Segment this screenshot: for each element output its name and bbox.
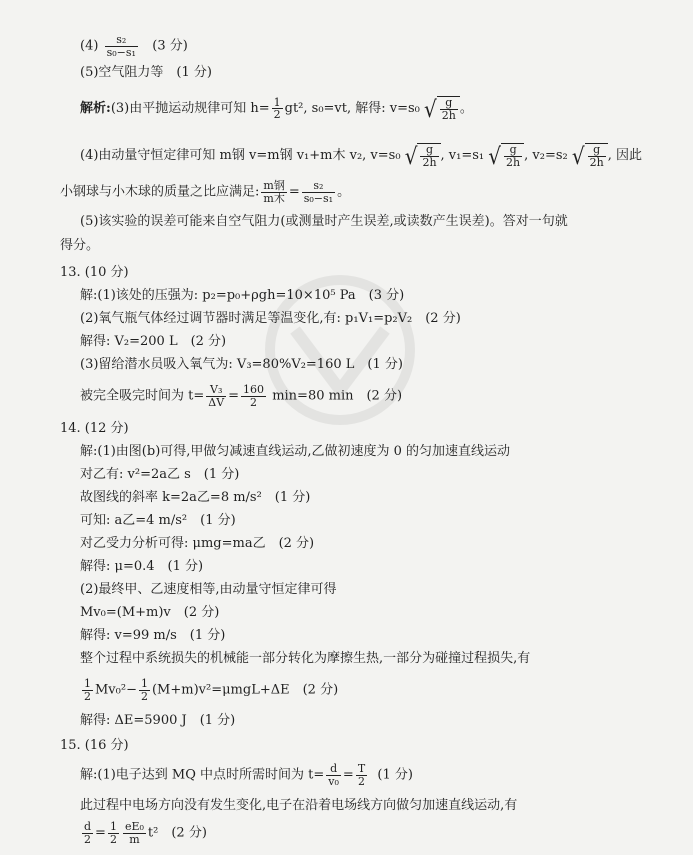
analysis-text: (3)由平抛运动规律可知 h= xyxy=(110,101,270,117)
v1-text: , v₁=s₁ xyxy=(440,148,485,164)
t-over-2: $\frac{T}{2}$ xyxy=(357,762,366,788)
analysis-line-5: 小钢球与小木球的质量之比应满足: $\frac{\text{m钢}}{\text{m木}}$ = $\frac{\text{s₂}}{\text{s₀−s₁}}$ 。 xyxy=(60,179,351,205)
q14-line-8: Mv₀=(M+m)v (2 分) xyxy=(80,605,220,620)
q14-line-4: 可知: a乙=4 m/s² (1 分) xyxy=(80,513,236,528)
energy-text-a: Mv₀²− xyxy=(95,682,137,698)
analysis-text-cont: gt², s₀=vt, 解得: v=s₀ xyxy=(284,101,420,117)
mass-fraction: $\frac{\text{m钢}}{\text{m木}}$ xyxy=(263,179,285,205)
analysis-line-6: (5)该实验的误差可能来自空气阻力(或测量时产生误差,或读数产生误差)。答对一句就 xyxy=(80,214,568,229)
energy-text-b: (M+m)v²=μmgL+ΔE (2 分) xyxy=(151,682,339,698)
v2-text: , v₂=s₂ xyxy=(524,148,568,164)
sqrt-1: √ $\frac{g}{2h}$ xyxy=(405,143,441,168)
q13-line-3: 解得: V₂=200 L (2 分) xyxy=(80,334,227,349)
question-13-header: 13. (10 分) xyxy=(60,265,129,280)
sqrt-g-over-2h: √ $\frac{g}{2h}$ xyxy=(424,96,460,121)
ee0-over-m: $\frac{\text{eE₀}}{m}$ xyxy=(124,820,144,846)
160-over-2: $\frac{160}{2}$ xyxy=(243,383,265,409)
analysis-line-4 xyxy=(80,143,642,168)
q15-line-2: 此过程中电场方向没有发生变化,电子在沿着电场线方向做匀加速直线运动,有 xyxy=(80,798,518,813)
score: (1 分) xyxy=(377,767,413,783)
equals: = xyxy=(95,825,106,841)
q15-time-text: 解:(1)电子达到 MQ 中点时所需时间为 t= xyxy=(80,767,325,783)
q14-line-1: 解:(1)由图(b)可得,甲做匀减速直线运动,乙做初速度为 0 的匀加速直线运动 xyxy=(80,444,511,459)
question-14-header: 14. (12 分) xyxy=(60,421,129,436)
ratio-text: 小钢球与小木球的质量之比应满足: xyxy=(60,184,260,200)
half-fraction-a: $\frac{1}{2}$ xyxy=(84,677,91,703)
half-fraction-c: $\frac{1}{2}$ xyxy=(109,820,117,846)
mass-ratio-fraction: $\frac{\text{s₂}}{\text{s₀−s₁}}$ xyxy=(106,33,136,59)
half-fraction: $\frac{1}{2}$ xyxy=(273,95,281,122)
momentum-text: (4)由动量守恒定律可知 m钢 v=m钢 v₁+m木 v₂, v=s₀ xyxy=(80,148,401,164)
item-label: (4) xyxy=(80,38,99,54)
time-result: min=80 min (2 分) xyxy=(272,388,403,404)
q14-line-3: 故图线的斜率 k=2a乙=8 m/s² (1 分) xyxy=(80,490,311,505)
analysis-label: 解析: xyxy=(80,101,111,117)
therefore-text: , 因此 xyxy=(607,148,642,164)
displacement-text: t² (2 分) xyxy=(147,825,207,841)
d-over-v0: $\frac{d}{\text{v₀}}$ xyxy=(328,762,339,788)
q13-line-4: (3)留给潜水员吸入氧气为: V₃=80%V₂=160 L (1 分) xyxy=(80,357,403,372)
equals: = xyxy=(342,767,354,783)
q14-line-9: 解得: v=99 m/s (1 分) xyxy=(80,628,226,643)
half-fraction-b: $\frac{1}{2}$ xyxy=(140,677,148,703)
analysis-line-3: 解析:(3)由平抛运动规律可知 h= $\frac{1}{2}$ gt², s₀=vt, 解得: v=s₀ √ $\frac{g}{2h}$ 。 xyxy=(80,94,473,123)
answer-5-line: (5)空气阻力等 (1 分) xyxy=(80,65,212,80)
time-text: 被完全吸完时间为 t= xyxy=(80,388,205,404)
q15-line-1 xyxy=(80,763,413,787)
analysis-line-7: 得分。 xyxy=(60,238,100,253)
q14-line-2: 对乙有: v²=2a乙 s (1 分) xyxy=(80,467,240,482)
q13-line-1: 解:(1)该处的压强为: p₂=p₀+ρgh=10×10⁵ Pa (3 分) xyxy=(80,288,405,303)
q14-line-7: (2)最终甲、乙速度相等,由动量守恒定律可得 xyxy=(80,582,337,597)
v3-over-dv: $\frac{\text{V₃}}{\Delta V}$ xyxy=(208,383,225,409)
q14-line-10: 整个过程中系统损失的机械能一部分转化为摩擦生热,一部分为碰撞过程损失,有 xyxy=(80,651,531,666)
sqrt-3: √ $\frac{g}{2h}$ xyxy=(572,143,608,168)
q14-line-11 xyxy=(80,678,338,702)
q15-line-3 xyxy=(80,821,207,845)
q13-line-2: (2)氧气瓶气体经过调节器时满足等温变化,有: p₁V₁=p₂V₂ (2 分) xyxy=(80,311,461,326)
question-15-header: 15. (16 分) xyxy=(60,738,129,753)
score: (3 分) xyxy=(152,38,188,54)
answer-4-line xyxy=(80,34,188,58)
s-fraction: $\frac{\text{s₂}}{\text{s₀−s₁}}$ xyxy=(303,179,334,205)
d-over-2: $\frac{d}{2}$ xyxy=(84,820,92,846)
q14-line-6: 解得: μ=0.4 (1 分) xyxy=(80,559,204,574)
sqrt-2: √ $\frac{g}{2h}$ xyxy=(488,143,524,168)
q14-line-12: 解得: ΔE=5900 J (1 分) xyxy=(80,713,236,728)
q14-line-5: 对乙受力分析可得: μmg=ma乙 (2 分) xyxy=(80,536,315,551)
q13-line-5: 被完全吸完时间为 t= $\frac{\text{V₃}}{\Delta V}$ = $\frac{160}{2}$ min=80 min (2 分) xyxy=(80,383,403,409)
